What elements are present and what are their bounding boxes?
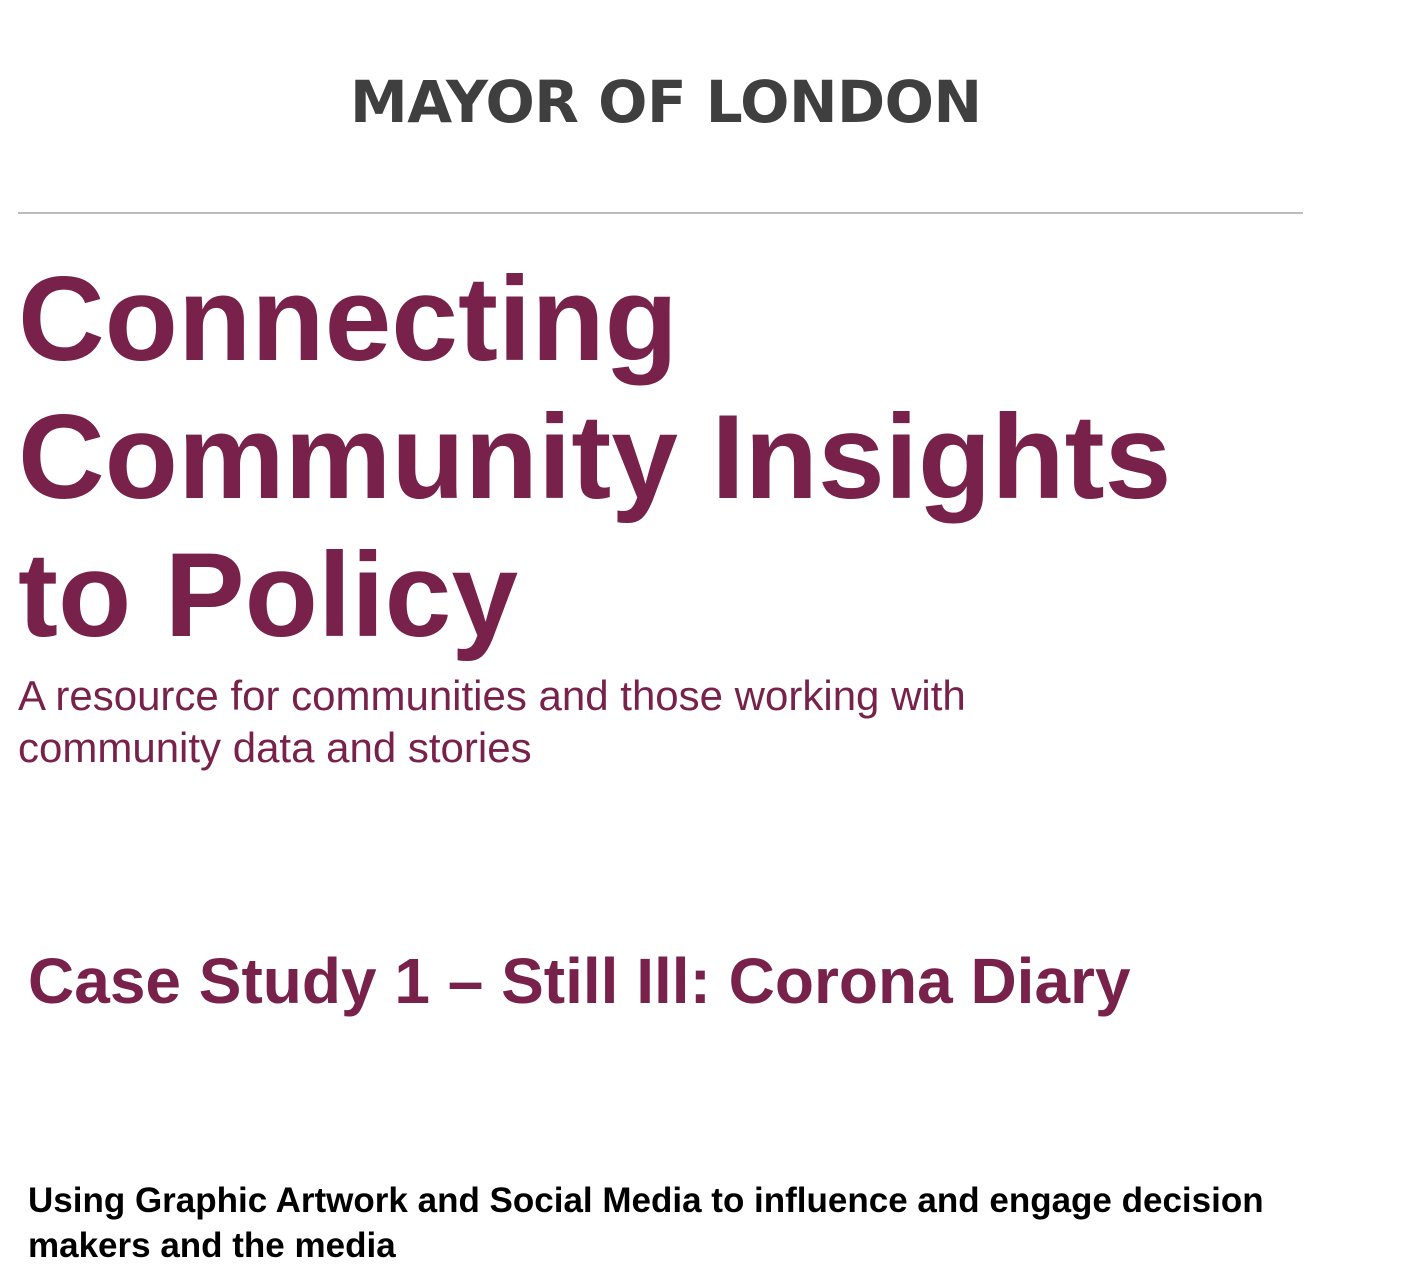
page-title-line: Community Insights xyxy=(18,390,1172,524)
case-study-description xyxy=(28,1178,1418,1268)
page-subtitle-line: community data and stories xyxy=(18,724,532,771)
page-title xyxy=(18,250,1171,664)
case-study-description-line: makers and the media xyxy=(28,1226,396,1265)
mayor-of-london-logo: MAYOR OF LONDON xyxy=(350,68,982,136)
case-study-title: Case Study 1 – Still Ill: Corona Diary xyxy=(28,945,1131,1017)
header-divider xyxy=(18,212,1303,214)
page-subtitle xyxy=(18,670,1168,774)
page-subtitle-line: A resource for communities and those working with xyxy=(18,672,966,719)
page-title-line: Connecting xyxy=(18,252,678,386)
case-study-description-line: Using Graphic Artwork and Social Media to influence and engage decision xyxy=(28,1181,1264,1220)
page-title-line: to Policy xyxy=(18,528,519,662)
